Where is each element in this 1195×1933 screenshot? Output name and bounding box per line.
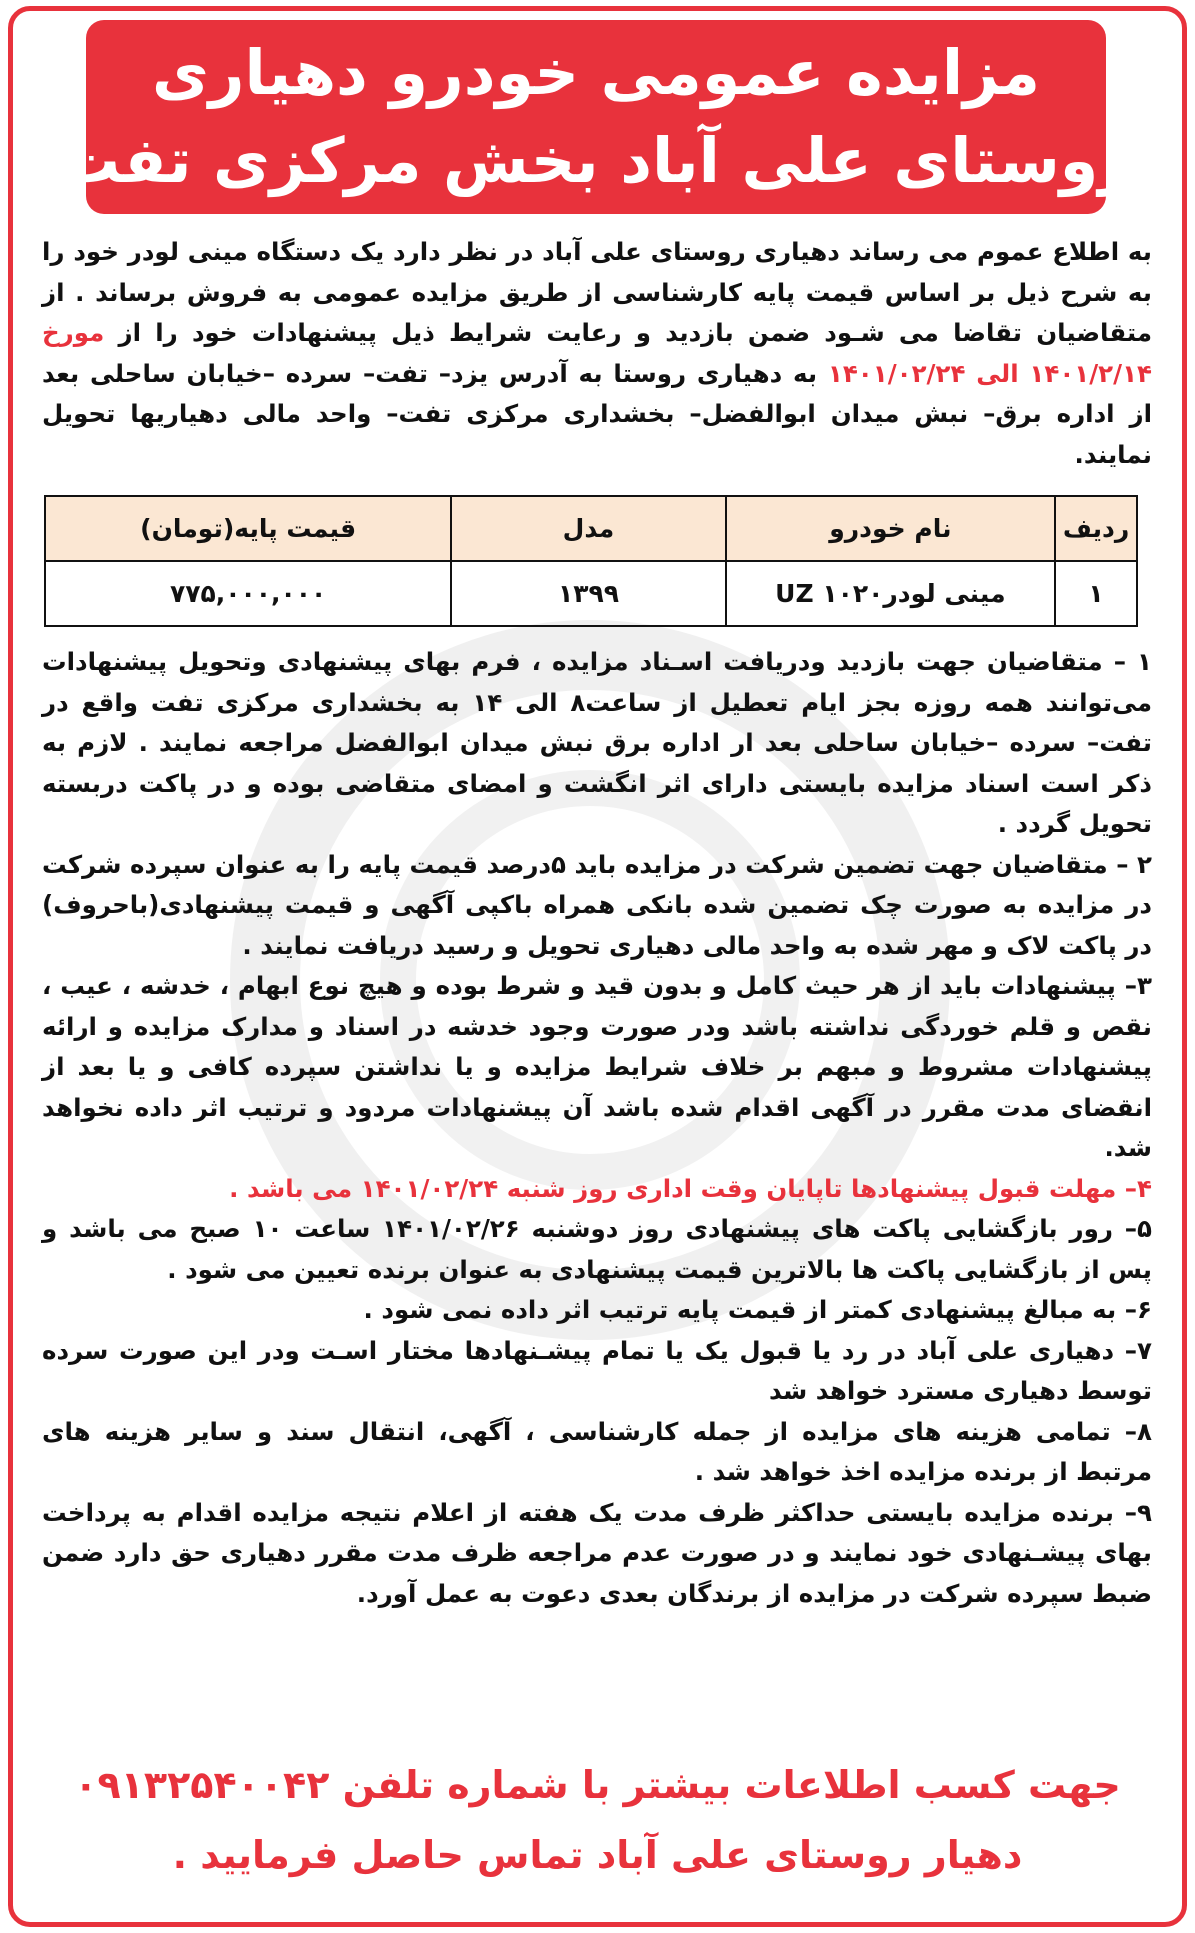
table-cell-row-number: ۱ xyxy=(1055,561,1137,626)
intro-text-1: به اطلاع عموم می رساند دهیاری روستای علی آباد در نظر دارد یک دستگاه مینی لودر خود را به شرح ذیل بر اساس قیمت پایه کارشناسی از طریق مزایده عمومی به فروش برساند . از متقاضیان تقاضا می شـود ضمن بازدید و رعایت شرایط ذیل پیشنهادات خود را از xyxy=(42,237,1152,347)
table-header-row-number: ردیف xyxy=(1055,496,1137,561)
table-row xyxy=(45,561,1137,626)
table-cell-base-price: ۷۷۵,۰۰۰,۰۰۰ xyxy=(45,561,451,626)
footer-contact-line: دهیار روستای علی آباد تماس حاصل فرمایید . xyxy=(172,1833,1023,1877)
conditions-list xyxy=(42,642,1152,1614)
condition-item-5: ۵– رور بازگشایی پاکت های پیشنهادی روز دوشنبه ۱۴۰۱/۰۲/۲۶ ساعت ۱۰ صبح می باشد و پس از بازگشایی پاکت ها بالاترین قیمت پیشنهادی به عنوان برنده تعیین می شود . xyxy=(42,1214,1152,1284)
table-cell-model: ۱۳۹۹ xyxy=(451,561,725,626)
condition-item-2: ۲ – متقاضیان جهت تضمین شرکت در مزایده باید ۵درصد قیمت پایه را به عنوان سپرده شرکت در مزایده به صورت چک تضمین شده بانکی همراه باکپی آگهی و قیمت پیشنهادی(باحروف) در پاکت لاک و مهر شده به واحد مالی دهیاری تحویل و رسید دریافت نمایند . xyxy=(42,849,1153,960)
footer-phone-line: جهت کسب اطلاعات بیشتر با شماره تلفن ۰۹۱۳۲۵۴۰۰۴۲ xyxy=(74,1763,1121,1807)
table-header-vehicle-name: نام خودرو xyxy=(726,496,1055,561)
condition-item-4-deadline: ۴– مهلت قبول پیشنهادها تاپایان وقت اداری روز شنبه ۱۴۰۱/۰۲/۲۴ می باشد . xyxy=(229,1173,1152,1203)
condition-item-8: ۸– تمامی هزینه های مزایده از جمله کارشناسی ، آگهی، انتقال سند و سایر هزینه های مرتبط از برنده مزایده اخذ خواهد شد . xyxy=(42,1416,1152,1486)
table-header-model: مدل xyxy=(451,496,725,561)
condition-item-3: ۳– پیشنهادات باید از هر حیث کامل و بدون قید و شرط بوده و هیچ نوع ابهام ، خدشه ، عیب ، نقص و قلم خوردگی نداشته باشد ودر صورت وجود خدشه در اسناد و مدارک مزایده و ارائه پیشنهادات مشروط و مبهم بر خلاف شرایط مزایده و یا نداشتن سپرده کافی و یا بعد از انقضای مدت مقرر در آگهی اقدام شده باشد آن پیشنهادات مردود و ترتیب اثر داده نخواهد شد. xyxy=(42,971,1152,1162)
condition-item-6: ۶– به مبالغ پیشنهادی کمتر از قیمت پایه ترتیب اثر داده نمی شود . xyxy=(363,1295,1152,1324)
table-cell-vehicle-name: مینی لودر۱۰۲۰ UZ xyxy=(726,561,1055,626)
intro-dates: مورخ ۱۴۰۱/۲/۱۴ الی ۱۴۰۱/۰۲/۲۴ xyxy=(42,318,1152,388)
header-banner xyxy=(57,20,1135,214)
condition-item-9: ۹– برنده مزایده بایستی حداکثر ظرف مدت یک هفته از اعلام نتیجه مزایده اقدام به پرداخت بهای پیشـنهادی خود نمایند و در صورت عدم مراجعه ظرف مدت مقرر دهیاری حق دارد ضمن ضبط سپرده شرکت در مزایده از برندگان بعدی دعوت به عمل آورد. xyxy=(42,1497,1152,1608)
header-title-line-2: روستای علی آباد بخش مرکزی تفت xyxy=(57,124,1135,197)
table-header-base-price: قیمت پایه(تومان) xyxy=(45,496,451,561)
table-header-row xyxy=(45,496,1137,561)
header-title-line-1: مزایده عمومی خودرو دهیاری xyxy=(151,36,1041,109)
contact-footer xyxy=(60,1750,1135,1890)
condition-item-7: ۷– دهیاری علی آباد در رد یا قبول یک یا تمام پیشـنهادها مختار اسـت ودر این صورت سرده توسط دهیاری مسترد خواهد شد xyxy=(42,1335,1152,1405)
intro-text-2: به دهیاری روستا به آدرس یزد– تفت– سرده –خیابان ساحلی بعد از اداره برق– نبش میدان ابوالفضل– بخشداری مرکزی تفت– واحد مالی دهیاریها تحویل نمایند. xyxy=(42,358,1152,469)
condition-item-1: ۱ – متقاضیان جهت بازدید ودریافت اسـناد مزایده ، فرم بهای پیشنهادی وتحویل پیشنهادات می‌توانند همه روزه بجز ایام تعطیل از ساعت۸ الی ۱۴ به بخشداری مرکزی تفت واقع در تفت– سرده –خیابان ساحلی بعد ار اداره برق نبش میدان ابوالفضل مراجعه نمایند . لازم به ذکر است اسناد مزایده بایستی دارای اثر انگشت و امضای متقاضی بوده و در پاکت دربسته تحویل گردد . xyxy=(42,647,1152,838)
auction-table xyxy=(44,495,1138,627)
intro-paragraph xyxy=(42,232,1152,475)
